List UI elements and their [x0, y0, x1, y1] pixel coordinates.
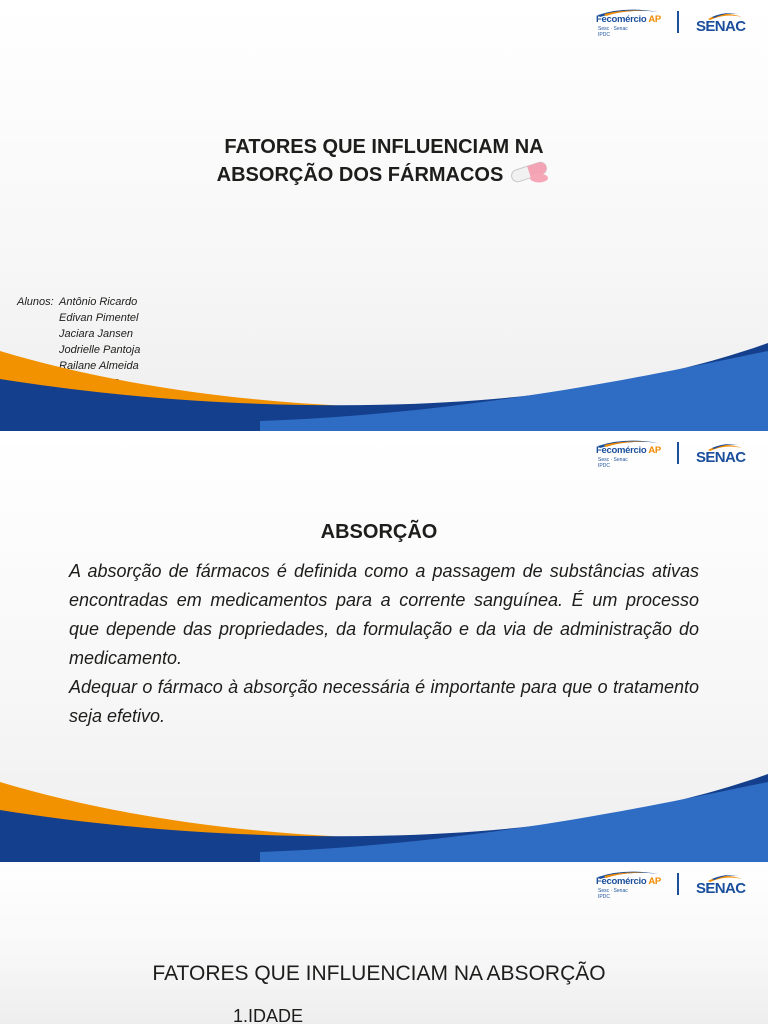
fecomercio-logo: Fecomércio AP	[596, 876, 661, 887]
header-logos	[594, 870, 754, 904]
body-paragraph-2: Adequar o fármaco à absorção necessária é importante para que o tratamento seja efetivo.	[69, 677, 699, 726]
slide-3-title: FATORES QUE INFLUENCIAM NA ABSORÇÃO	[152, 962, 606, 985]
factor-item-1: 1.IDADE	[233, 1006, 304, 1024]
slide-2	[0, 431, 768, 862]
slide-1-title	[0, 134, 768, 189]
fecomercio-subtitle: Sesc · Senac IPDC	[598, 888, 628, 900]
senac-logo: SENAC	[696, 18, 746, 35]
footer-wave	[0, 752, 768, 862]
student-name: Edivan Pimentel	[59, 312, 139, 324]
logo-divider	[677, 873, 679, 895]
footer-wave	[0, 321, 768, 431]
fecomercio-logo: Fecomércio AP	[596, 14, 661, 25]
students-label: Alunos:	[17, 296, 54, 308]
title-line-2: ABSORÇÃO DOS FÁRMACOS	[0, 161, 768, 189]
body-paragraph-1: A absorção de fármacos é definida como a passagem de substâncias ativas encontradas em medicamentos para a corrente sanguínea. É um processo que depende das propriedades, da formulação e da via de administração do medicamento.	[69, 561, 699, 668]
student-name: Antônio Ricardo	[59, 296, 138, 308]
header-logos	[594, 439, 754, 473]
slide-2-title: ABSORÇÃO	[320, 521, 438, 543]
fecomercio-logo: Fecomércio AP	[596, 445, 661, 456]
pill-icon	[507, 161, 551, 183]
senac-logo: SENAC	[696, 449, 746, 466]
fecomercio-subtitle: Sesc · Senac IPDC	[598, 26, 628, 38]
slide-3	[0, 862, 768, 1024]
slide-2-body	[69, 557, 699, 731]
slide-1	[0, 0, 768, 431]
student-name: Jodrielle Pantoja	[59, 344, 141, 356]
logo-divider	[677, 442, 679, 464]
logo-divider	[677, 11, 679, 33]
student-name: Railane Almeida	[59, 360, 139, 372]
fecomercio-subtitle: Sesc · Senac IPDC	[598, 457, 628, 469]
title-line-1: FATORES QUE INFLUENCIAM NA	[224, 136, 544, 158]
header-logos	[594, 8, 754, 42]
student-name: Jaciara Jansen	[59, 328, 133, 340]
senac-logo: SENAC	[696, 880, 746, 897]
